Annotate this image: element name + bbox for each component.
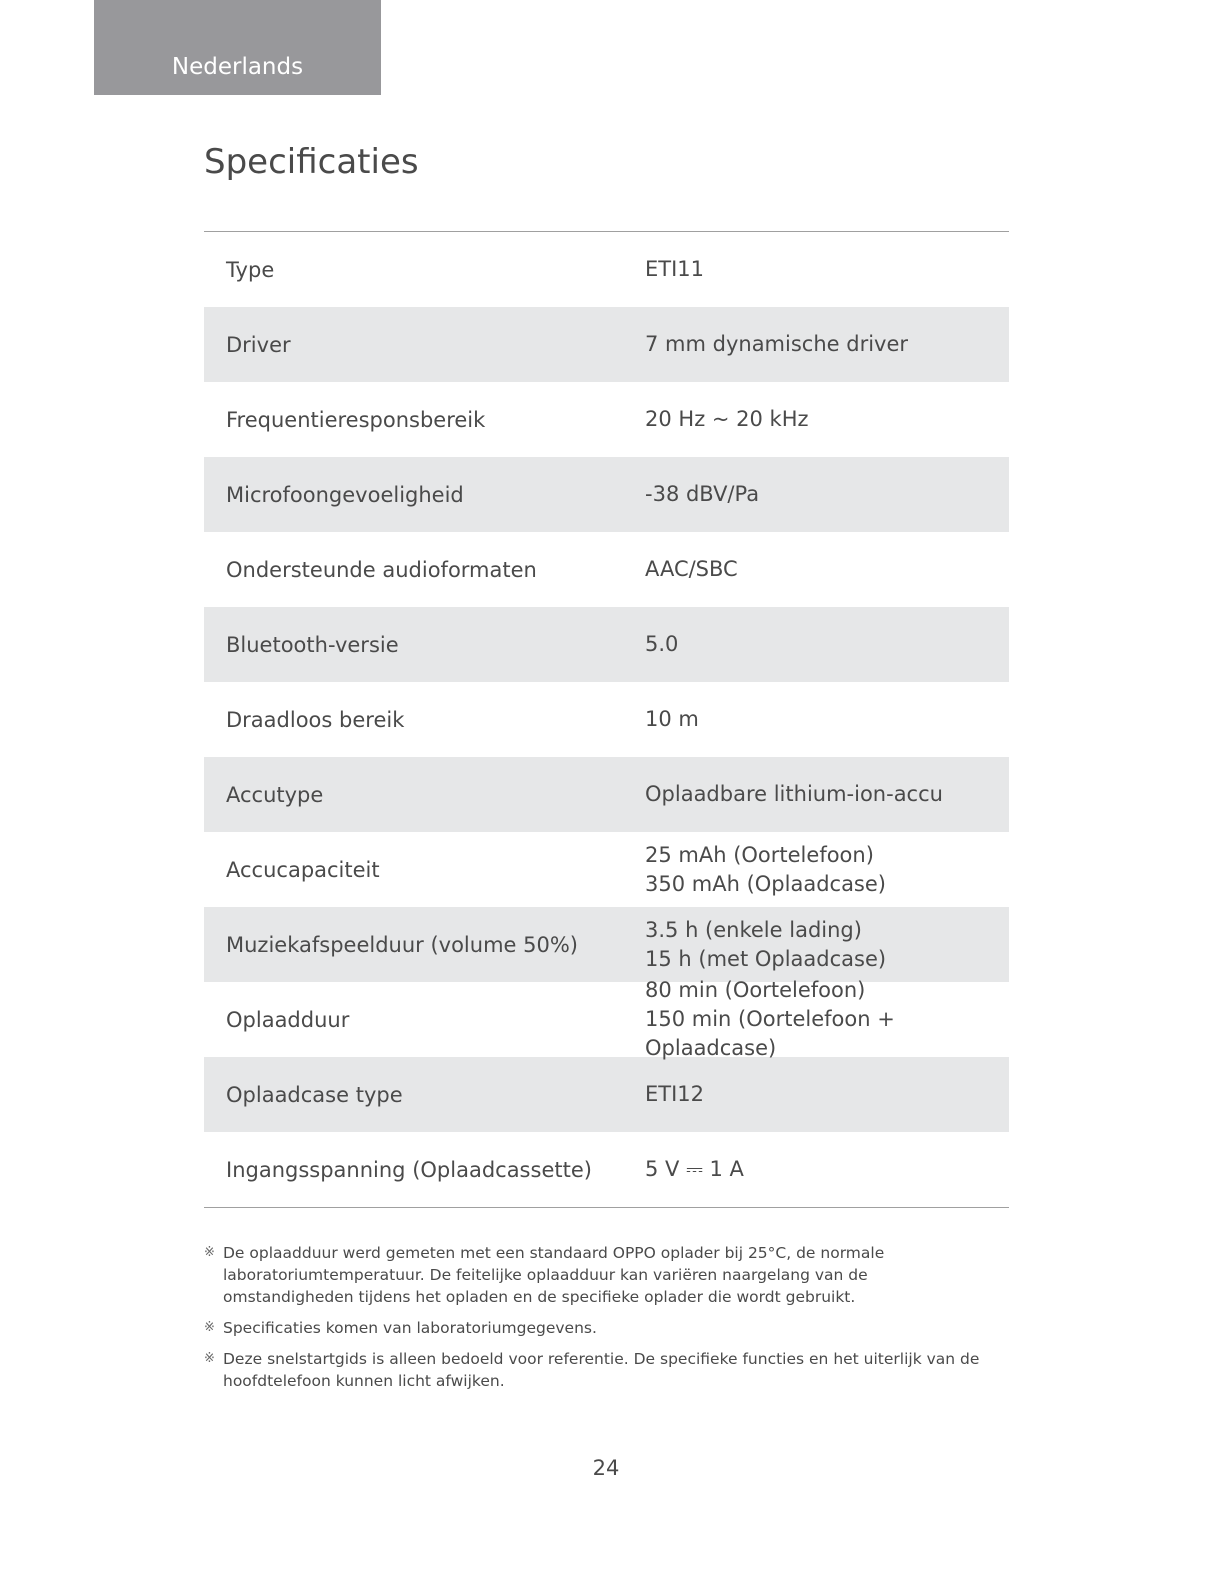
spec-row-input-voltage	[204, 1132, 1009, 1207]
footnote-text: Deze snelstartgids is alleen bedoeld voor referentie. De specifieke functies en het uiterlijk van de hoofdtelefoon kunnen licht afwijken.	[223, 1350, 980, 1390]
spec-label: Muziekafspeelduur (volume 50%)	[226, 932, 578, 957]
spec-value: ETI11	[645, 257, 705, 281]
footnote-text: De oplaadduur werd gemeten met een standaard OPPO oplader bij 25°C, de normale laboratoriumtemperatuur. De feitelijke oplaadduur kan variëren naargelang van de omstandigheden tijdens het opladen en de specifieke oplader die wordt gebruikt.	[223, 1244, 885, 1306]
spec-value: 5.0	[645, 632, 679, 656]
page-number: 24	[592, 1456, 620, 1480]
spec-row-microphone-sensitivity	[204, 457, 1009, 532]
spec-row-frequency-response	[204, 382, 1009, 457]
reference-mark-icon: ※	[204, 1245, 215, 1260]
spec-row-bluetooth-version	[204, 607, 1009, 682]
spec-row-battery-capacity	[204, 832, 1009, 907]
spec-value: Oplaadbare lithium-ion-accu	[645, 782, 943, 806]
reference-mark-icon: ※	[204, 1320, 215, 1335]
spec-label: Driver	[226, 332, 291, 357]
reference-mark-icon: ※	[204, 1351, 215, 1366]
spec-value: AAC/SBC	[645, 557, 738, 581]
language-tab: Nederlands	[94, 0, 381, 95]
spec-label: Bluetooth-versie	[226, 632, 399, 657]
spec-label: Oplaadcase type	[226, 1082, 403, 1107]
spec-row-music-playback	[204, 907, 1009, 982]
spec-row-wireless-range	[204, 682, 1009, 757]
spec-row-driver	[204, 307, 1009, 382]
spec-row-charging-time	[204, 978, 1009, 1060]
footnotes	[204, 1242, 994, 1401]
spec-label: Ondersteunde audioformaten	[226, 557, 537, 582]
spec-row-audio-formats	[204, 532, 1009, 607]
spec-value: 20 Hz ~ 20 kHz	[645, 407, 809, 431]
spec-value: 3.5 h (enkele lading) 15 h (met Oplaadcase)	[645, 917, 887, 971]
spec-value: 7 mm dynamische driver	[645, 332, 909, 356]
spec-value: -38 dBV/Pa	[645, 482, 760, 506]
footnote	[204, 1317, 994, 1339]
spec-label: Frequentieresponsbereik	[226, 407, 486, 432]
spec-value: 10 m	[645, 707, 699, 731]
spec-value: ETI12	[645, 1082, 705, 1106]
spec-row-type	[204, 232, 1009, 307]
spec-table	[204, 231, 1009, 1208]
spec-label: Draadloos bereik	[226, 707, 405, 732]
spec-row-battery-type	[204, 757, 1009, 832]
spec-label: Accutype	[226, 782, 324, 807]
spec-label: Oplaadduur	[226, 1007, 350, 1032]
spec-label: Type	[226, 257, 275, 282]
page-title: Specificaties	[204, 142, 419, 182]
footnote	[204, 1348, 994, 1392]
spec-value: 80 min (Oortelefoon) 150 min (Oortelefoon + Oplaadcase)	[645, 978, 895, 1060]
spec-value: 5 V ⎓ 1 A	[645, 1157, 744, 1181]
spec-label: Accucapaciteit	[226, 857, 380, 882]
spec-label: Ingangsspanning (Oplaadcassette)	[226, 1157, 592, 1182]
spec-value: 25 mAh (Oortelefoon) 350 mAh (Oplaadcase)	[645, 842, 886, 896]
footnote	[204, 1242, 994, 1308]
spec-label: Microfoongevoeligheid	[226, 482, 464, 507]
footnote-text: Specificaties komen van laboratoriumgegevens.	[223, 1319, 597, 1337]
spec-row-charging-case-type	[204, 1057, 1009, 1132]
